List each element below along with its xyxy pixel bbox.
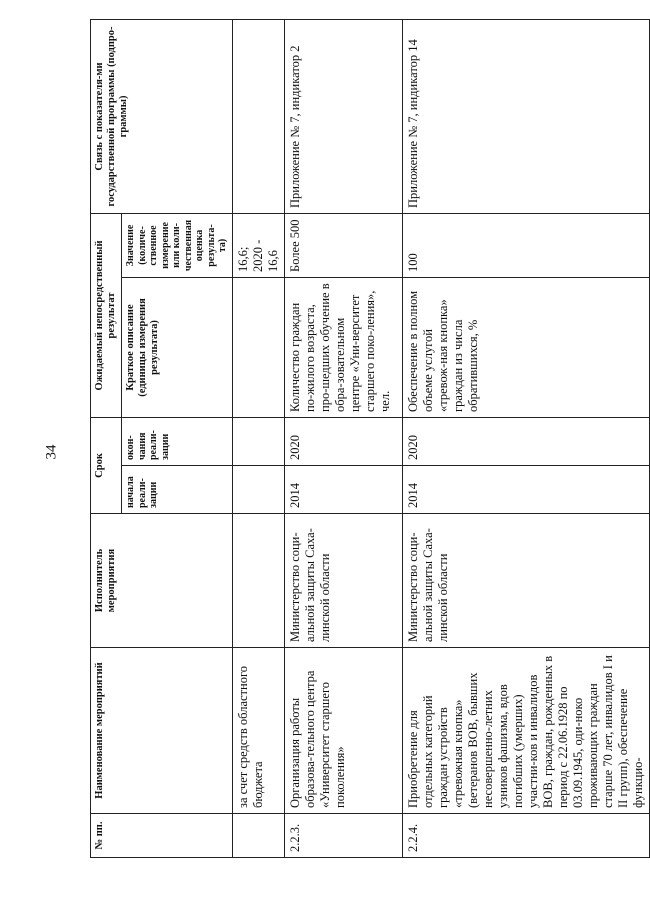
cell-end xyxy=(232,417,284,465)
table-row xyxy=(284,19,402,857)
header-executor: Исполнитель мероприятия xyxy=(91,514,233,648)
rotated-table-container xyxy=(90,20,645,858)
cell-start: 2014 xyxy=(284,466,402,514)
cell-num: 2.2.3. xyxy=(284,814,402,858)
cell-num xyxy=(232,814,284,858)
cell-value: Более 500 xyxy=(284,213,402,277)
cell-end: 2020 xyxy=(284,417,402,465)
cell-executor xyxy=(232,514,284,648)
header-result-desc: Краткое описание (единицы измерения результата) xyxy=(122,277,233,417)
cell-executor: Министерство соци-альной защиты Саха-линской области xyxy=(402,514,649,648)
table-body xyxy=(232,19,649,857)
cell-name: Приобретение для отдельных категорий граждан устройств «тревожная кнопка» (ветеранов ВОВ, бывших несовершенно-летних узников фашизма, вдов погибших (умерших) участни-ков и инвалидов ВОВ, граждан, рожденных в период с 22.06.1928 по 03.09.1945, оди-ноко проживающих граждан старше 70 лет, инвалидов I и II групп), обеспечение функцио- xyxy=(402,648,649,814)
header-result-value: Значение (количе-ственное измерение или коли-чественная оценка результа-та) xyxy=(122,213,233,277)
cell-start: 2014 xyxy=(402,466,649,514)
cell-desc: Обеспечение в полном объеме услугой «тревож-ная кнопка» граждан из числа обратившихся, % xyxy=(402,277,649,417)
table-row xyxy=(402,19,649,857)
cell-link: Приложение № 7, индикатор 2 xyxy=(284,19,402,213)
cell-value: 100 xyxy=(402,213,649,277)
header-name: Наименование мероприятий xyxy=(91,648,233,814)
cell-num: 2.2.4. xyxy=(402,814,649,858)
measures-table xyxy=(90,19,650,858)
cell-name: Организация работы образова-тельного центра «Университет старшего поколения» xyxy=(284,648,402,814)
header-term-start: начала реали-зации xyxy=(122,466,233,514)
cell-value: 16,6; 2020 - 16,6 xyxy=(232,213,284,277)
page-number: 34 xyxy=(43,444,60,460)
cell-desc xyxy=(232,277,284,417)
cell-name: за счет средств областного бюджета xyxy=(232,648,284,814)
cell-link: Приложение № 7, индикатор 14 xyxy=(402,19,649,213)
table-header xyxy=(91,19,233,857)
header-term: Срок xyxy=(91,417,122,513)
header-term-end: окон-чания реали-зации xyxy=(122,417,233,465)
cell-end: 2020 xyxy=(402,417,649,465)
header-result: Ожидаемый непосредственный результат xyxy=(91,213,122,417)
cell-link xyxy=(232,19,284,213)
table-row xyxy=(232,19,284,857)
cell-executor: Министерство соци-альной защиты Саха-линской области xyxy=(284,514,402,648)
header-link: Связь с показателя-ми государственной программы (подпро-граммы) xyxy=(91,19,233,213)
header-num: № пп. xyxy=(91,814,233,858)
cell-desc: Количество граждан по-жилого возраста, про-шедших обучение в обра-зовательном центре «Уни-верситет старшего поко-ления», чел. xyxy=(284,277,402,417)
cell-start xyxy=(232,466,284,514)
